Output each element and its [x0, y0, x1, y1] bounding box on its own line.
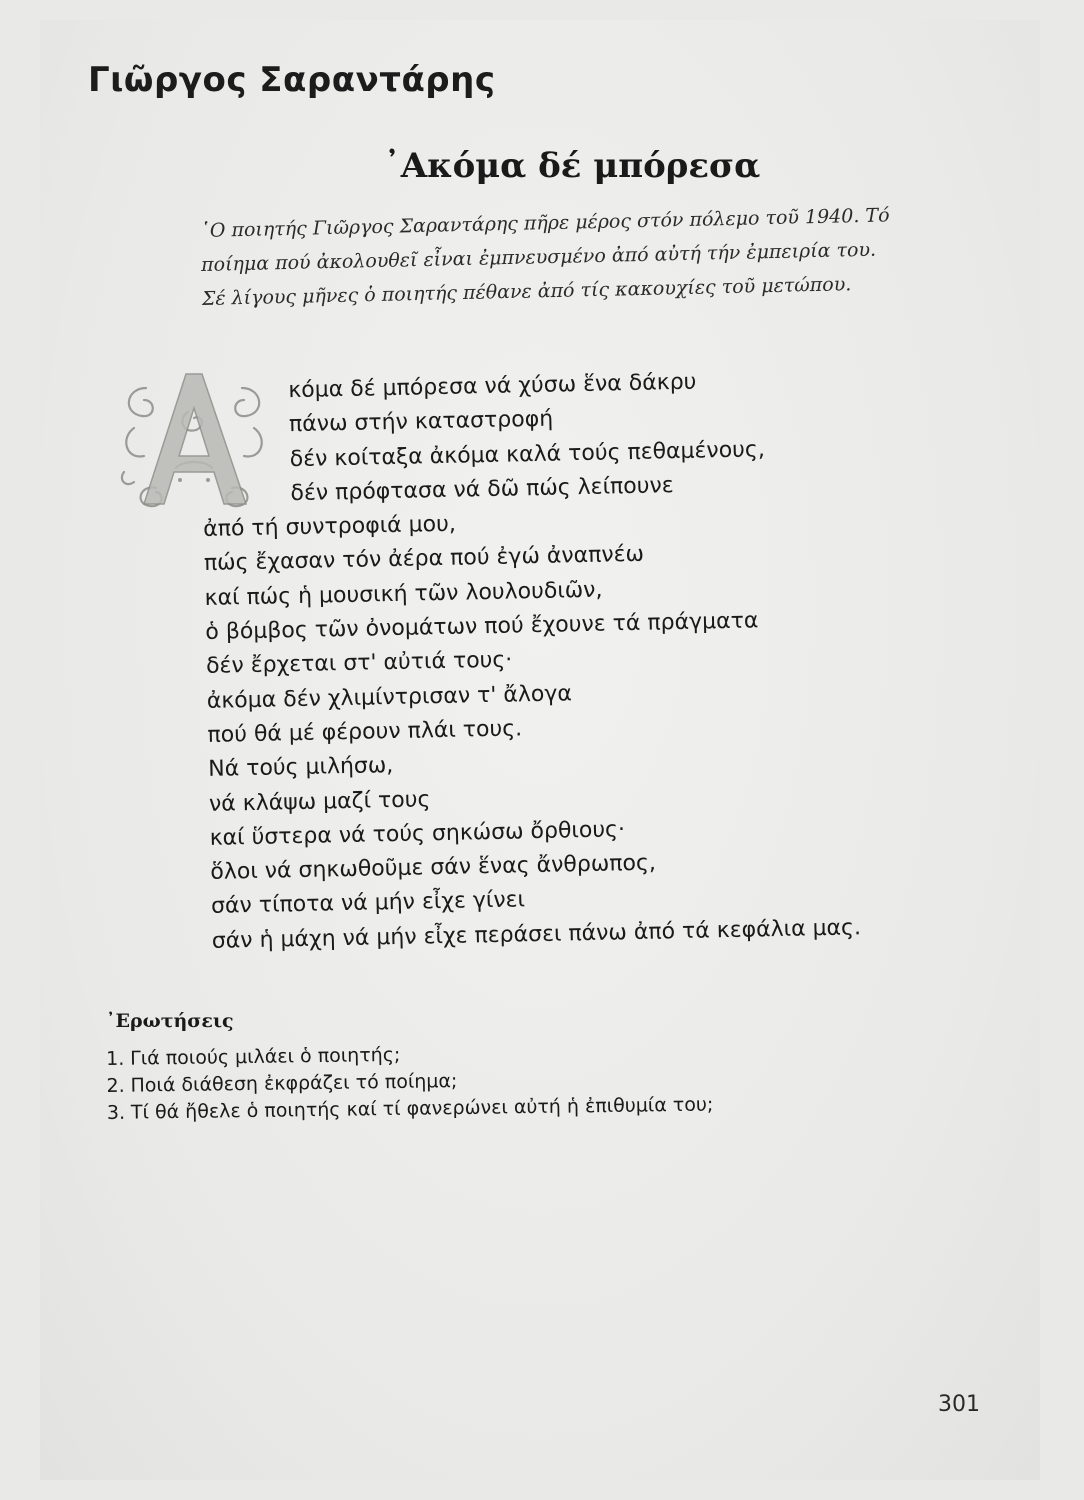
question-number: 1.: [106, 1047, 125, 1070]
question-text: Ποιά διάθεση ἐκφράζει τό ποίημα;: [130, 1070, 458, 1097]
poem-line: σάν τίποτα νά μήν εἶχε γίνει: [210, 887, 526, 920]
question-number: 3.: [106, 1101, 126, 1124]
poem-line: δέν πρόφτασα νά δῶ πώς λείπουνε: [290, 472, 674, 507]
question-number: 2.: [106, 1074, 125, 1097]
poem-line: πού θά μέ φέρουν πλάι τους.: [207, 716, 523, 748]
poem-line: νά κλάψω μαζί τους: [208, 786, 431, 817]
dropcap-letter: Α: [193, 508, 195, 509]
poem-line: δέν κοίταξα ἀκόμα καλά τούς πεθαμένους,: [289, 436, 766, 472]
intro-paragraph: [200, 196, 982, 316]
questions-list: [106, 1035, 887, 1127]
intro-line: ῾Ο ποιητής Γιῶργος Σαραντάρης πῆρε μέρος στόν πόλεμο τοῦ 1940. Τό: [200, 204, 890, 242]
question-text: Τί θά ἤθελε ὁ ποιητής καί τί φανερώνει αὐτή ἡ ἐπιθυμία του;: [130, 1093, 714, 1124]
poem-line: δέν ἔρχεται στ' αὐτιά τους·: [205, 647, 513, 680]
poem-line: ὅλοι νά σηκωθοῦμε σάν ἕνας ἄνθρωπος,: [210, 850, 657, 886]
intro-line: ποίημα πού ἀκολουθεῖ εἶναι ἐμπνευσμένο ἀπό αὐτή τήν ἐμπειρία του.: [200, 238, 877, 276]
poem-line: καί πώς ἡ μουσική τῶν λουλουδιῶν,: [204, 577, 603, 611]
poem-line: πάνω στήν καταστροφή: [288, 406, 554, 438]
poem-line: Νά τούς μιλήσω,: [207, 753, 394, 783]
author-name: Γιῶργος Σαραντάρης: [88, 60, 496, 100]
poem-line: πώς ἔχασαν τόν ἀέρα πού ἐγώ ἀναπνέω: [203, 542, 645, 577]
poem-line: ἀκόμα δέν χλιμίντρισαν τ' ἄλογα: [206, 680, 573, 714]
poem-line: ὁ βόμβος τῶν ὀνομάτων πού ἔχουνε τά πράγματα: [205, 608, 759, 646]
intro-line: Σέ λίγους μῆνες ὁ ποιητής πέθανε ἀπό τίς κακουχίες τοῦ μετώπου.: [201, 273, 852, 310]
questions-heading: ᾿Ερωτήσεις: [106, 1010, 234, 1032]
poem-title: ᾿Ακόμα δέ μπόρεσα: [383, 146, 761, 186]
poem-body: [200, 359, 1012, 959]
question-text: Γιά ποιούς μιλάει ὁ ποιητής;: [130, 1043, 401, 1070]
poem-line: σάν ἡ μάχη νά μήν εἶχε περάσει πάνω ἀπό τά κεφάλια μας.: [211, 915, 862, 954]
poem-line: καί ὕστερα νά τούς σηκώσω ὄρθιους·: [209, 817, 626, 851]
poem-line: κόμα δέ μπόρεσα νά χύσω ἕνα δάκρυ: [288, 369, 697, 404]
poem-line: ἀπό τή συντροφιά μου,: [202, 511, 457, 543]
page-number: 301: [938, 1392, 980, 1417]
